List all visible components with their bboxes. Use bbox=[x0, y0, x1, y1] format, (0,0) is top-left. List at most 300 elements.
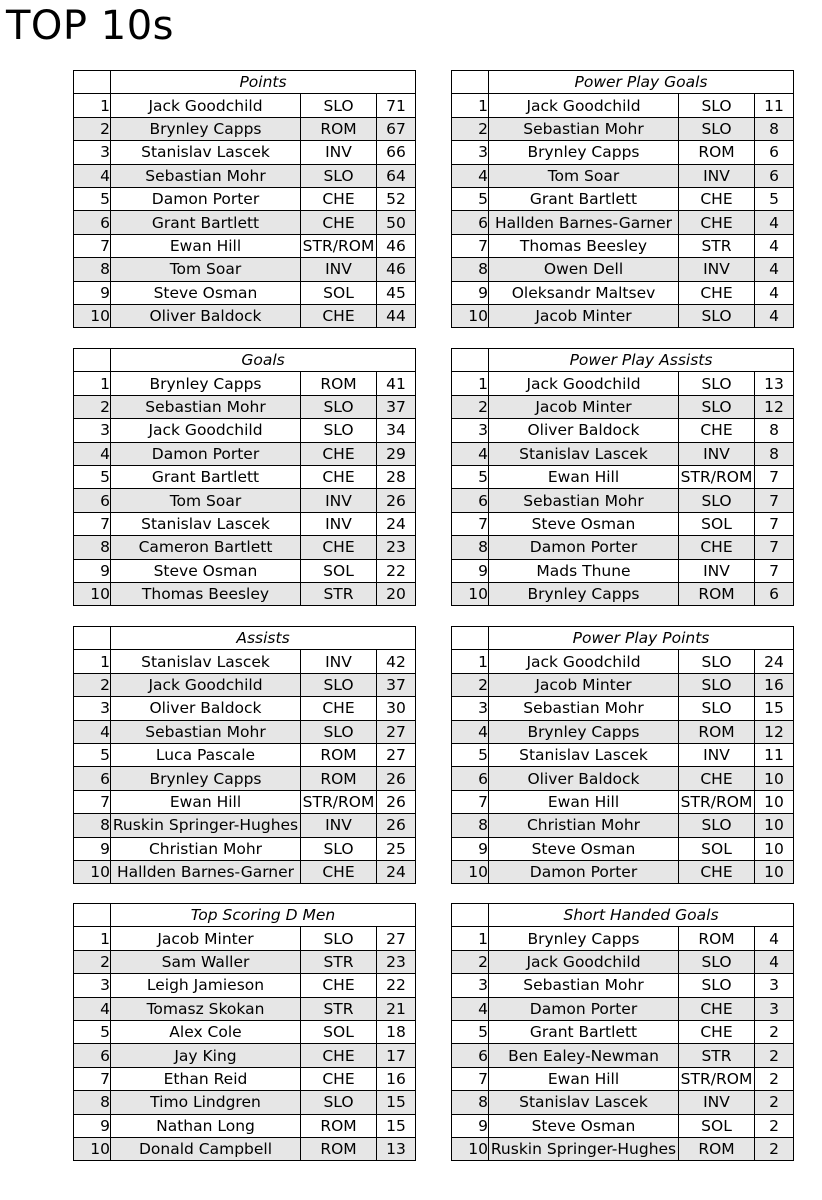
table-row bbox=[74, 927, 416, 950]
team-cell: INV bbox=[301, 489, 377, 512]
stat-value-cell: 22 bbox=[377, 559, 416, 582]
team-cell: STR bbox=[679, 1044, 755, 1067]
stat-value-cell: 8 bbox=[755, 419, 794, 442]
player-name-cell: Grant Bartlett bbox=[489, 187, 679, 210]
rank-cell: 5 bbox=[452, 1020, 489, 1043]
team-cell: ROM bbox=[301, 372, 377, 395]
team-cell: SOL bbox=[301, 1020, 377, 1043]
stat-value-cell: 15 bbox=[755, 697, 794, 720]
table-power-play-assists bbox=[451, 348, 794, 606]
rank-cell: 8 bbox=[74, 814, 111, 837]
header-spacer bbox=[452, 71, 489, 94]
player-name-cell: Damon Porter bbox=[489, 536, 679, 559]
table-row bbox=[452, 1091, 794, 1114]
stat-value-cell: 8 bbox=[755, 117, 794, 140]
table-row bbox=[74, 837, 416, 860]
team-cell: SLO bbox=[301, 94, 377, 117]
table-row bbox=[452, 141, 794, 164]
rank-cell: 10 bbox=[452, 304, 489, 327]
team-cell: INV bbox=[679, 743, 755, 766]
team-cell: INV bbox=[301, 512, 377, 535]
rank-cell: 2 bbox=[452, 950, 489, 973]
team-cell: SLO bbox=[679, 372, 755, 395]
player-name-cell: Sebastian Mohr bbox=[489, 117, 679, 140]
team-cell: ROM bbox=[301, 1114, 377, 1137]
rank-cell: 10 bbox=[74, 1137, 111, 1160]
stat-value-cell: 26 bbox=[377, 814, 416, 837]
table-row bbox=[452, 720, 794, 743]
stat-value-cell: 3 bbox=[755, 974, 794, 997]
stat-value-cell: 2 bbox=[755, 1044, 794, 1067]
player-name-cell: Sebastian Mohr bbox=[111, 164, 301, 187]
table-row bbox=[452, 419, 794, 442]
table-row bbox=[452, 767, 794, 790]
rank-cell: 5 bbox=[74, 187, 111, 210]
table-row bbox=[74, 860, 416, 883]
player-name-cell: Sebastian Mohr bbox=[111, 720, 301, 743]
rank-cell: 8 bbox=[74, 258, 111, 281]
player-name-cell: Hallden Barnes-Garner bbox=[111, 860, 301, 883]
team-cell: SLO bbox=[301, 419, 377, 442]
stat-value-cell: 24 bbox=[377, 860, 416, 883]
player-name-cell: Ben Ealey-Newman bbox=[489, 1044, 679, 1067]
rank-cell: 3 bbox=[452, 697, 489, 720]
rank-cell: 7 bbox=[74, 1067, 111, 1090]
rank-cell: 9 bbox=[452, 1114, 489, 1137]
team-cell: SLO bbox=[679, 950, 755, 973]
player-name-cell: Brynley Capps bbox=[111, 372, 301, 395]
table-row bbox=[452, 187, 794, 210]
player-name-cell: Leigh Jamieson bbox=[111, 974, 301, 997]
table-row bbox=[452, 673, 794, 696]
team-cell: INV bbox=[679, 559, 755, 582]
player-name-cell: Ruskin Springer-Hughes bbox=[111, 814, 301, 837]
table-row bbox=[74, 559, 416, 582]
table-row bbox=[74, 117, 416, 140]
stat-value-cell: 6 bbox=[755, 164, 794, 187]
table-row bbox=[74, 974, 416, 997]
stat-value-cell: 4 bbox=[755, 950, 794, 973]
table-row bbox=[452, 465, 794, 488]
player-name-cell: Mads Thune bbox=[489, 559, 679, 582]
table-row bbox=[452, 837, 794, 860]
rank-cell: 1 bbox=[74, 372, 111, 395]
stat-value-cell: 12 bbox=[755, 395, 794, 418]
table-row bbox=[452, 927, 794, 950]
player-name-cell: Sebastian Mohr bbox=[489, 489, 679, 512]
table-row bbox=[74, 234, 416, 257]
rank-cell: 3 bbox=[452, 419, 489, 442]
stat-value-cell: 67 bbox=[377, 117, 416, 140]
team-cell: SLO bbox=[301, 673, 377, 696]
player-name-cell: Tomasz Skokan bbox=[111, 997, 301, 1020]
player-name-cell: Stanislav Lascek bbox=[111, 512, 301, 535]
table-row bbox=[452, 997, 794, 1020]
table-row bbox=[74, 697, 416, 720]
rank-cell: 10 bbox=[74, 304, 111, 327]
player-name-cell: Thomas Beesley bbox=[111, 582, 301, 605]
rank-cell: 5 bbox=[74, 1020, 111, 1043]
team-cell: SLO bbox=[301, 720, 377, 743]
rank-cell: 2 bbox=[74, 950, 111, 973]
rank-cell: 3 bbox=[74, 141, 111, 164]
player-name-cell: Jack Goodchild bbox=[111, 419, 301, 442]
table-row bbox=[74, 281, 416, 304]
team-cell: INV bbox=[301, 650, 377, 673]
table-row bbox=[74, 187, 416, 210]
table-row bbox=[452, 1020, 794, 1043]
table-row bbox=[74, 442, 416, 465]
rank-cell: 4 bbox=[452, 997, 489, 1020]
table-heading: Top Scoring D Men bbox=[111, 904, 416, 927]
header-spacer bbox=[74, 71, 111, 94]
table-heading: Assists bbox=[111, 627, 416, 650]
table-row bbox=[74, 814, 416, 837]
rank-cell: 10 bbox=[74, 860, 111, 883]
stat-value-cell: 15 bbox=[377, 1091, 416, 1114]
team-cell: STR/ROM bbox=[301, 790, 377, 813]
stat-value-cell: 23 bbox=[377, 536, 416, 559]
table-row bbox=[452, 1044, 794, 1067]
rank-cell: 10 bbox=[452, 860, 489, 883]
team-cell: CHE bbox=[679, 187, 755, 210]
table-row bbox=[74, 1114, 416, 1137]
team-cell: SOL bbox=[301, 559, 377, 582]
rank-cell: 4 bbox=[452, 720, 489, 743]
table-heading: Short Handed Goals bbox=[489, 904, 794, 927]
stat-value-cell: 7 bbox=[755, 536, 794, 559]
rank-cell: 9 bbox=[74, 837, 111, 860]
player-name-cell: Jack Goodchild bbox=[111, 673, 301, 696]
table-row bbox=[452, 582, 794, 605]
stat-value-cell: 16 bbox=[377, 1067, 416, 1090]
table-row bbox=[74, 211, 416, 234]
rank-cell: 10 bbox=[452, 582, 489, 605]
stat-value-cell: 46 bbox=[377, 258, 416, 281]
rank-cell: 4 bbox=[74, 720, 111, 743]
team-cell: CHE bbox=[301, 536, 377, 559]
team-cell: ROM bbox=[301, 117, 377, 140]
team-cell: CHE bbox=[301, 304, 377, 327]
stat-value-cell: 2 bbox=[755, 1114, 794, 1137]
stat-value-cell: 52 bbox=[377, 187, 416, 210]
rank-cell: 3 bbox=[74, 697, 111, 720]
table-row bbox=[452, 974, 794, 997]
team-cell: CHE bbox=[301, 974, 377, 997]
stat-value-cell: 26 bbox=[377, 489, 416, 512]
rank-cell: 3 bbox=[452, 974, 489, 997]
team-cell: SLO bbox=[679, 974, 755, 997]
player-name-cell: Damon Porter bbox=[489, 860, 679, 883]
player-name-cell: Sebastian Mohr bbox=[489, 974, 679, 997]
stat-value-cell: 5 bbox=[755, 187, 794, 210]
team-cell: CHE bbox=[301, 860, 377, 883]
table-row bbox=[74, 650, 416, 673]
team-cell: ROM bbox=[679, 720, 755, 743]
team-cell: SLO bbox=[679, 673, 755, 696]
team-cell: CHE bbox=[679, 1020, 755, 1043]
player-name-cell: Sebastian Mohr bbox=[111, 395, 301, 418]
player-name-cell: Cameron Bartlett bbox=[111, 536, 301, 559]
rank-cell: 8 bbox=[452, 258, 489, 281]
stat-value-cell: 26 bbox=[377, 767, 416, 790]
team-cell: CHE bbox=[679, 997, 755, 1020]
table-short-handed-goals bbox=[451, 903, 794, 1161]
rank-cell: 8 bbox=[452, 1091, 489, 1114]
stat-value-cell: 8 bbox=[755, 442, 794, 465]
stat-value-cell: 24 bbox=[377, 512, 416, 535]
table-row bbox=[74, 164, 416, 187]
team-cell: SOL bbox=[679, 512, 755, 535]
rank-cell: 5 bbox=[452, 465, 489, 488]
stat-value-cell: 13 bbox=[377, 1137, 416, 1160]
stat-value-cell: 28 bbox=[377, 465, 416, 488]
team-cell: CHE bbox=[301, 465, 377, 488]
rank-cell: 2 bbox=[452, 395, 489, 418]
table-row bbox=[452, 743, 794, 766]
table-row bbox=[74, 536, 416, 559]
player-name-cell: Damon Porter bbox=[111, 187, 301, 210]
stat-value-cell: 42 bbox=[377, 650, 416, 673]
stat-value-cell: 27 bbox=[377, 720, 416, 743]
team-cell: ROM bbox=[679, 141, 755, 164]
stat-value-cell: 44 bbox=[377, 304, 416, 327]
team-cell: INV bbox=[301, 258, 377, 281]
player-name-cell: Oleksandr Maltsev bbox=[489, 281, 679, 304]
player-name-cell: Grant Bartlett bbox=[111, 465, 301, 488]
player-name-cell: Jack Goodchild bbox=[489, 950, 679, 973]
player-name-cell: Brynley Capps bbox=[489, 720, 679, 743]
table-row bbox=[74, 743, 416, 766]
table-row bbox=[452, 860, 794, 883]
team-cell: STR/ROM bbox=[679, 465, 755, 488]
player-name-cell: Ewan Hill bbox=[489, 790, 679, 813]
player-name-cell: Stanislav Lascek bbox=[111, 141, 301, 164]
stat-value-cell: 4 bbox=[755, 927, 794, 950]
table-row bbox=[452, 559, 794, 582]
rank-cell: 1 bbox=[74, 927, 111, 950]
stat-value-cell: 46 bbox=[377, 234, 416, 257]
player-name-cell: Jacob Minter bbox=[489, 304, 679, 327]
table-heading: Points bbox=[111, 71, 416, 94]
rank-cell: 9 bbox=[74, 559, 111, 582]
team-cell: STR/ROM bbox=[679, 1067, 755, 1090]
header-spacer bbox=[74, 349, 111, 372]
table-row bbox=[74, 790, 416, 813]
rank-cell: 7 bbox=[452, 234, 489, 257]
team-cell: CHE bbox=[301, 187, 377, 210]
team-cell: STR/ROM bbox=[301, 234, 377, 257]
rank-cell: 6 bbox=[452, 489, 489, 512]
table-row bbox=[74, 720, 416, 743]
player-name-cell: Steve Osman bbox=[111, 281, 301, 304]
stat-value-cell: 45 bbox=[377, 281, 416, 304]
table-row bbox=[74, 673, 416, 696]
rank-cell: 3 bbox=[452, 141, 489, 164]
team-cell: SLO bbox=[679, 489, 755, 512]
team-cell: SLO bbox=[301, 395, 377, 418]
team-cell: CHE bbox=[301, 442, 377, 465]
stat-value-cell: 64 bbox=[377, 164, 416, 187]
table-row bbox=[74, 1067, 416, 1090]
table-row bbox=[452, 395, 794, 418]
stat-value-cell: 34 bbox=[377, 419, 416, 442]
player-name-cell: Christian Mohr bbox=[111, 837, 301, 860]
stat-value-cell: 10 bbox=[755, 790, 794, 813]
rank-cell: 4 bbox=[74, 164, 111, 187]
rank-cell: 6 bbox=[74, 1044, 111, 1067]
rank-cell: 5 bbox=[74, 743, 111, 766]
rank-cell: 9 bbox=[74, 1114, 111, 1137]
team-cell: STR bbox=[679, 234, 755, 257]
rank-cell: 3 bbox=[74, 419, 111, 442]
team-cell: STR/ROM bbox=[679, 790, 755, 813]
team-cell: SLO bbox=[679, 304, 755, 327]
table-power-play-points bbox=[451, 626, 794, 884]
player-name-cell: Sebastian Mohr bbox=[489, 697, 679, 720]
player-name-cell: Thomas Beesley bbox=[489, 234, 679, 257]
table-row bbox=[452, 281, 794, 304]
stat-value-cell: 10 bbox=[755, 767, 794, 790]
rank-cell: 2 bbox=[74, 117, 111, 140]
team-cell: CHE bbox=[679, 860, 755, 883]
stat-value-cell: 25 bbox=[377, 837, 416, 860]
table-row bbox=[74, 767, 416, 790]
player-name-cell: Brynley Capps bbox=[489, 141, 679, 164]
player-name-cell: Timo Lindgren bbox=[111, 1091, 301, 1114]
team-cell: ROM bbox=[301, 767, 377, 790]
team-cell: CHE bbox=[679, 767, 755, 790]
table-row bbox=[74, 141, 416, 164]
team-cell: INV bbox=[301, 814, 377, 837]
player-name-cell: Nathan Long bbox=[111, 1114, 301, 1137]
stat-value-cell: 71 bbox=[377, 94, 416, 117]
table-goals bbox=[73, 348, 416, 606]
player-name-cell: Grant Bartlett bbox=[111, 211, 301, 234]
stat-value-cell: 23 bbox=[377, 950, 416, 973]
rank-cell: 6 bbox=[452, 1044, 489, 1067]
player-name-cell: Tom Soar bbox=[111, 258, 301, 281]
rank-cell: 8 bbox=[74, 536, 111, 559]
player-name-cell: Jack Goodchild bbox=[489, 94, 679, 117]
team-cell: ROM bbox=[679, 582, 755, 605]
player-name-cell: Damon Porter bbox=[489, 997, 679, 1020]
stat-value-cell: 7 bbox=[755, 512, 794, 535]
team-cell: INV bbox=[679, 258, 755, 281]
player-name-cell: Steve Osman bbox=[111, 559, 301, 582]
stat-value-cell: 17 bbox=[377, 1044, 416, 1067]
table-heading: Power Play Assists bbox=[489, 349, 794, 372]
player-name-cell: Ewan Hill bbox=[111, 790, 301, 813]
player-name-cell: Alex Cole bbox=[111, 1020, 301, 1043]
table-assists bbox=[73, 626, 416, 884]
table-row bbox=[452, 1137, 794, 1160]
rank-cell: 2 bbox=[74, 395, 111, 418]
table-row bbox=[452, 536, 794, 559]
rank-cell: 2 bbox=[452, 117, 489, 140]
rank-cell: 2 bbox=[74, 673, 111, 696]
table-row bbox=[452, 94, 794, 117]
player-name-cell: Stanislav Lascek bbox=[489, 1091, 679, 1114]
rank-cell: 7 bbox=[452, 512, 489, 535]
stat-value-cell: 66 bbox=[377, 141, 416, 164]
player-name-cell: Damon Porter bbox=[111, 442, 301, 465]
stat-value-cell: 2 bbox=[755, 1067, 794, 1090]
team-cell: SOL bbox=[679, 837, 755, 860]
player-name-cell: Brynley Capps bbox=[489, 582, 679, 605]
table-row bbox=[74, 950, 416, 973]
table-row bbox=[74, 1091, 416, 1114]
rank-cell: 9 bbox=[452, 837, 489, 860]
stat-value-cell: 30 bbox=[377, 697, 416, 720]
stat-value-cell: 12 bbox=[755, 720, 794, 743]
table-row bbox=[452, 442, 794, 465]
stat-value-cell: 4 bbox=[755, 258, 794, 281]
team-cell: INV bbox=[679, 442, 755, 465]
header-spacer bbox=[74, 904, 111, 927]
table-row bbox=[74, 997, 416, 1020]
table-row bbox=[74, 1137, 416, 1160]
stat-value-cell: 4 bbox=[755, 304, 794, 327]
stat-value-cell: 10 bbox=[755, 814, 794, 837]
table-heading: Goals bbox=[111, 349, 416, 372]
team-cell: SLO bbox=[679, 117, 755, 140]
rank-cell: 4 bbox=[74, 442, 111, 465]
rank-cell: 1 bbox=[452, 650, 489, 673]
player-name-cell: Brynley Capps bbox=[111, 117, 301, 140]
player-name-cell: Oliver Baldock bbox=[111, 304, 301, 327]
table-row bbox=[452, 489, 794, 512]
team-cell: CHE bbox=[679, 211, 755, 234]
table-row bbox=[452, 950, 794, 973]
table-row bbox=[452, 258, 794, 281]
team-cell: SLO bbox=[679, 94, 755, 117]
team-cell: CHE bbox=[301, 1044, 377, 1067]
table-row bbox=[74, 395, 416, 418]
player-name-cell: Stanislav Lascek bbox=[111, 650, 301, 673]
team-cell: INV bbox=[301, 141, 377, 164]
stat-value-cell: 7 bbox=[755, 559, 794, 582]
team-cell: CHE bbox=[301, 1067, 377, 1090]
team-cell: STR bbox=[301, 950, 377, 973]
player-name-cell: Grant Bartlett bbox=[489, 1020, 679, 1043]
stat-value-cell: 18 bbox=[377, 1020, 416, 1043]
table-row bbox=[74, 372, 416, 395]
stat-value-cell: 29 bbox=[377, 442, 416, 465]
player-name-cell: Christian Mohr bbox=[489, 814, 679, 837]
player-name-cell: Oliver Baldock bbox=[111, 697, 301, 720]
player-name-cell: Steve Osman bbox=[489, 1114, 679, 1137]
player-name-cell: Hallden Barnes-Garner bbox=[489, 211, 679, 234]
player-name-cell: Jay King bbox=[111, 1044, 301, 1067]
stat-value-cell: 24 bbox=[755, 650, 794, 673]
table-row bbox=[452, 372, 794, 395]
header-spacer bbox=[452, 904, 489, 927]
stat-value-cell: 21 bbox=[377, 997, 416, 1020]
rank-cell: 4 bbox=[452, 164, 489, 187]
rank-cell: 7 bbox=[452, 790, 489, 813]
stat-value-cell: 27 bbox=[377, 927, 416, 950]
table-row bbox=[452, 790, 794, 813]
team-cell: STR bbox=[301, 582, 377, 605]
team-cell: CHE bbox=[301, 211, 377, 234]
team-cell: SOL bbox=[679, 1114, 755, 1137]
table-row bbox=[74, 419, 416, 442]
player-name-cell: Donald Campbell bbox=[111, 1137, 301, 1160]
team-cell: SLO bbox=[301, 927, 377, 950]
rank-cell: 6 bbox=[452, 767, 489, 790]
stat-value-cell: 4 bbox=[755, 234, 794, 257]
